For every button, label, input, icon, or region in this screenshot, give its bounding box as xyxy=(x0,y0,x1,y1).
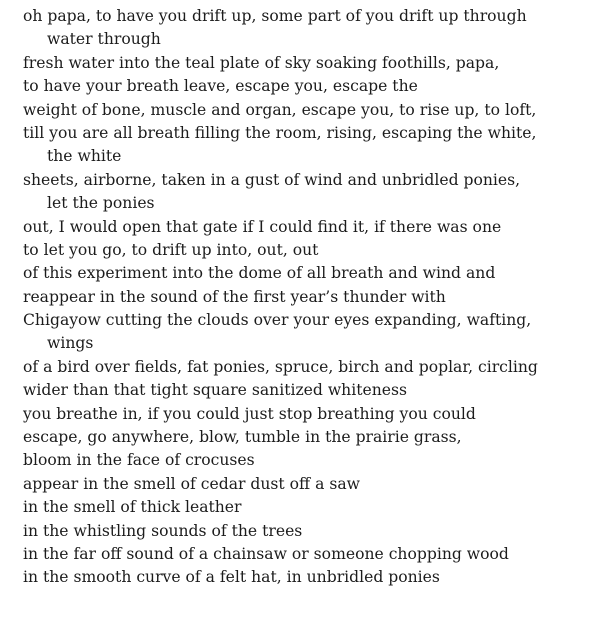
poem-line: in the far off sound of a chainsaw or someone chopping wood xyxy=(23,544,509,563)
poem-line: you breathe in, if you could just stop breathing you could xyxy=(23,404,476,423)
poem-line: till you are all breath filling the room, rising, escaping the white, xyxy=(23,123,537,142)
poem-line: oh papa, to have you drift up, some part of you drift up through xyxy=(23,7,527,25)
poem-line: let the ponies xyxy=(47,194,155,213)
poem-line: bloom in the face of crocuses xyxy=(23,451,255,470)
poem-line: of a bird over fields, fat ponies, spruce, birch and poplar, circling xyxy=(23,357,538,376)
poem-line: escape, go anywhere, blow, tumble in the prairie grass, xyxy=(23,428,462,447)
poem-line: water through xyxy=(47,30,161,49)
poem-line: fresh water into the teal plate of sky soaking foothills, papa, xyxy=(23,53,500,72)
poem-line: to let you go, to drift up into, out, out xyxy=(23,240,319,259)
poem-line: out, I would open that gate if I could find it, if there was one xyxy=(23,217,502,236)
poem-line: weight of bone, muscle and organ, escape you, to rise up, to loft, xyxy=(23,100,537,119)
poem-line: reappear in the sound of the first year’s thunder with xyxy=(23,287,446,306)
poem-line: wider than that tight square sanitized whiteness xyxy=(23,381,407,400)
poem-line: in the smooth curve of a felt hat, in unbridled ponies xyxy=(23,568,440,587)
poem-line: in the smell of thick leather xyxy=(23,498,242,517)
poem-line: in the whistling sounds of the trees xyxy=(23,521,303,540)
poem-line: sheets, airborne, taken in a gust of wind and unbridled ponies, xyxy=(23,170,521,189)
poem-line: of this experiment into the dome of all breath and wind and xyxy=(23,264,496,283)
poem-line: the white xyxy=(47,147,122,166)
poem-line: appear in the smell of cedar dust off a saw xyxy=(23,474,360,493)
poem-text xyxy=(23,5,608,590)
poem-line: Chigayow cutting the clouds over your eyes expanding, wafting, xyxy=(23,311,532,330)
poem-line: to have your breath leave, escape you, escape the xyxy=(23,77,418,96)
poem-line: wings xyxy=(47,334,94,353)
